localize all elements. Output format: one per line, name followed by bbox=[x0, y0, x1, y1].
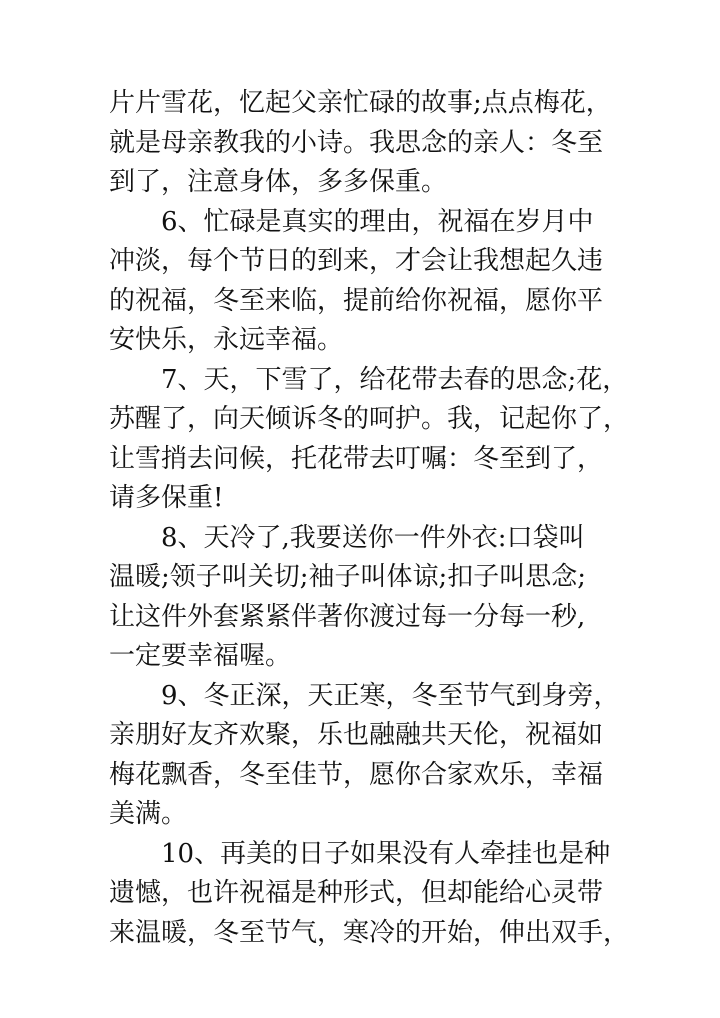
text-line: 一定要幸福喔。 bbox=[109, 641, 292, 671]
paragraph-10-start: 10、再美的日子如果没有人牵挂也是种 bbox=[161, 838, 611, 869]
text-line: 安快乐，永远幸福。 bbox=[109, 325, 344, 355]
text-line: 到了，注意身体，多多保重。 bbox=[109, 167, 448, 197]
text-line: 亲朋好友齐欢聚，乐也融融共天伦，祝福如 bbox=[109, 720, 604, 750]
text-line: 遗憾，也许祝福是种形式，但却能给心灵带 bbox=[109, 878, 604, 908]
text-line: 冲淡，每个节日的到来，才会让我想起久违 bbox=[109, 246, 604, 276]
text-line: 的祝福，冬至来临，提前给你祝福，愿你平 bbox=[109, 285, 604, 316]
text-line: 美满。 bbox=[109, 799, 188, 829]
paragraph-9-start: 9、冬正深，天正寒，冬至节气到身旁， bbox=[161, 680, 620, 711]
paragraph-6-start: 6、忙碌是真实的理由，祝福在岁月中 bbox=[161, 206, 594, 237]
text-line: 就是母亲教我的小诗。我思念的亲人：冬至 bbox=[109, 127, 604, 158]
text-line: 片片雪花，忆起父亲忙碌的故事;点点梅花， bbox=[109, 88, 612, 118]
paragraph-8-start: 8、天冷了,我要送你一件外衣:口袋叫 bbox=[161, 522, 585, 553]
text-line: 请多保重! bbox=[109, 483, 224, 513]
text-line: 温暖;领子叫关切;袖子叫体谅;扣子叫思念; bbox=[109, 562, 587, 592]
paragraph-7-start: 7、天，下雪了，给花带去春的思念;花， bbox=[161, 364, 629, 395]
text-line: 梅花飘香，冬至佳节，愿你合家欢乐，幸福 bbox=[109, 759, 604, 790]
text-line: 来温暖，冬至节气，寒冷的开始，伸出双手， bbox=[109, 917, 630, 948]
text-line: 苏醒了，向天倾诉冬的呵护。我，记起你了， bbox=[109, 404, 630, 434]
text-line: 让雪捎去问候，托花带去叮嘱：冬至到了， bbox=[109, 443, 604, 474]
document-body bbox=[109, 84, 629, 953]
text-line: 让这件外套紧紧伴著你渡过每一分每一秒, bbox=[109, 601, 586, 632]
